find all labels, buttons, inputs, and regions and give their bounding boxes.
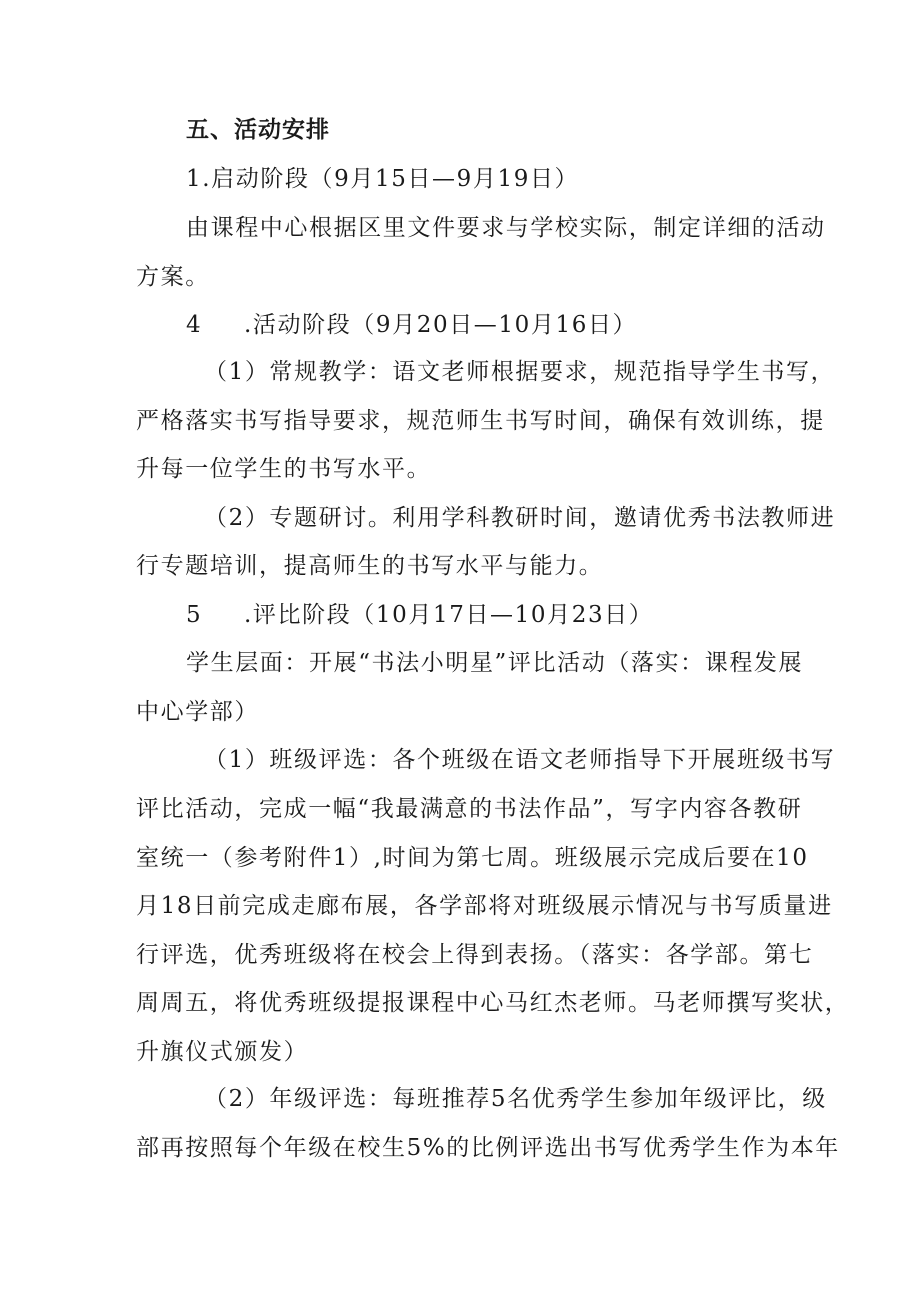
stage2-number: 4 [186, 312, 203, 338]
stage3-item1-line: 行评选，优秀班级将在校会上得到表扬。（落实：各学部。第七 [136, 942, 814, 968]
stage3-title: .评比阶段（10月17日—10月23日） [244, 602, 654, 628]
stage3-number: 5 [186, 602, 203, 628]
stage3-item1-line: 评比活动，完成一幅“我最满意的书法作品”，写字内容各教研 [136, 796, 803, 822]
stage2-item1-line: （1）常规教学：语文老师根据要求，规范指导学生书写， [204, 359, 836, 385]
stage3-item2-line: （2）年级评选：每班推荐5名优秀学生参加年级评比，级 [204, 1086, 827, 1112]
stage3-item1-line: 月18日前完成走廊布展，各学部将对班级展示情况与书写质量进 [136, 893, 833, 919]
stage3-heading [186, 600, 653, 630]
stage2-item2-line: （2）专题研讨。利用学科教研时间，邀请优秀书法教师进 [204, 505, 836, 531]
stage3-intro-line: 中心学部） [136, 699, 259, 725]
stage3-item1-line: 升旗仪式颁发） [136, 1039, 309, 1065]
stage2-item2-line: 行专题培训，提高师生的书写水平与能力。 [136, 553, 604, 579]
stage3-intro-line: 学生层面：开展“书法小明星”评比活动（落实：课程发展 [186, 650, 804, 676]
stage2-heading [186, 310, 637, 340]
section-title: 五、活动安排 [186, 117, 330, 143]
stage2-title: .活动阶段（9月20日—10月16日） [244, 312, 638, 338]
stage3-item1-line: （1）班级评选：各个班级在语文老师指导下开展班级书写 [204, 747, 836, 773]
stage1-body-line: 由课程中心根据区里文件要求与学校实际，制定详细的活动 [186, 215, 826, 241]
stage2-item1-line: 升每一位学生的书写水平。 [136, 456, 432, 482]
stage3-item1-line: 周周五，将优秀班级提报课程中心马红杰老师。马老师撰写奖状， [136, 990, 850, 1016]
stage3-item2-line: 部再按照每个年级在校生5%的比例评选出书写优秀学生作为本年 [136, 1135, 840, 1161]
stage3-item1-line: 室统一（参考附件1）,时间为第七周。班级展示完成后要在10 [136, 845, 809, 871]
stage1-title: 1.启动阶段（9月15日—9月19日） [186, 166, 580, 192]
stage1-body-line: 方案。 [136, 264, 210, 290]
stage2-item1-line: 严格落实书写指导要求，规范师生书写时间，确保有效训练，提 [136, 408, 825, 434]
